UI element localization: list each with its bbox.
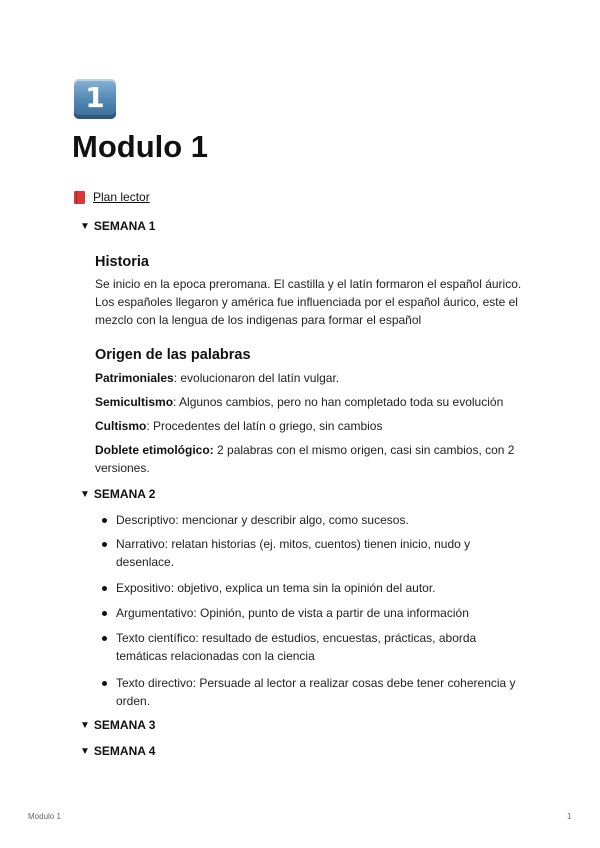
- list-item-text: Argumentativo: Opinión, punto de vista a partir de una información: [116, 606, 469, 620]
- list-item-text: Descriptivo: mencionar y describir algo, como sucesos.: [116, 513, 409, 527]
- term: Doblete etimológico:: [95, 443, 214, 457]
- keycap-digit-one-icon: [74, 79, 116, 119]
- triangle-down-icon: ▼: [80, 488, 90, 500]
- toggle-label: SEMANA 2: [93, 487, 156, 501]
- heading-historia: Historia: [95, 254, 149, 270]
- origen-item-semicultismo: [95, 393, 525, 411]
- term: Semicultismo: [95, 395, 174, 409]
- list-item: [95, 604, 525, 622]
- toggle-semana-4[interactable]: [80, 743, 155, 759]
- toggle-semana-3[interactable]: [80, 717, 155, 733]
- definition: : Procedentes del latín o griego, sin cambios: [146, 419, 383, 433]
- bullet-dot-icon: [102, 542, 107, 547]
- list-item: [95, 511, 525, 529]
- list-item-text: Narrativo: relatan historias (ej. mitos, cuentos) tienen inicio, nudo y desenlace.: [116, 537, 471, 569]
- origen-item-doblete: [95, 441, 525, 477]
- list-item: [95, 674, 525, 710]
- bullet-dot-icon: [102, 681, 107, 686]
- heading-origen: Origen de las palabras: [95, 347, 251, 363]
- plan-lector-link[interactable]: Plan lector: [93, 190, 150, 204]
- footer-page-number: 1: [567, 812, 572, 821]
- keycap-digit: 1: [85, 80, 105, 114]
- toggle-semana-2[interactable]: [80, 486, 155, 502]
- list-item-text: Texto científico: resultado de estudios, encuestas, prácticas, aborda temáticas relacionadas con la ciencia: [116, 631, 477, 663]
- page-title: Modulo 1: [72, 129, 209, 164]
- bullet-dot-icon: [102, 586, 107, 591]
- origen-item-patrimoniales: [95, 369, 525, 387]
- list-item: [95, 535, 525, 571]
- list-item-text: Texto directivo: Persuade al lector a realizar cosas debe tener coherencia y orden.: [116, 676, 516, 708]
- bullet-dot-icon: [102, 611, 107, 616]
- toggle-label: SEMANA 1: [93, 219, 156, 233]
- toggle-semana-1[interactable]: [80, 218, 155, 234]
- historia-paragraph: Se inicio en la epoca preromana. El castilla y el latín formaron el español áurico. Los españoles llegaron y américa fue influenciada por el español áurico, este el mezclo con la lengua de los indigenas para formar el español: [95, 277, 522, 327]
- definition: : evolucionaron del latín vulgar.: [173, 371, 340, 385]
- definition: 2 palabras con el mismo origen, casi sin cambios, con 2 versiones.: [95, 443, 515, 475]
- triangle-down-icon: ▼: [80, 719, 90, 731]
- triangle-down-icon: ▼: [80, 220, 90, 232]
- bullet-dot-icon: [102, 518, 107, 523]
- plan-lector-link-row[interactable]: [74, 189, 150, 205]
- term: Patrimoniales: [95, 371, 174, 385]
- red-book-icon: [74, 191, 85, 204]
- origen-item-cultismo: [95, 417, 525, 435]
- term: Cultismo: [95, 419, 147, 433]
- toggle-label: SEMANA 3: [93, 718, 156, 732]
- bullet-dot-icon: [102, 636, 107, 641]
- triangle-down-icon: ▼: [80, 745, 90, 757]
- list-item: [95, 579, 525, 597]
- toggle-label: SEMANA 4: [93, 744, 156, 758]
- list-item: [95, 629, 525, 665]
- list-item-text: Expositivo: objetivo, explica un tema sin la opinión del autor.: [116, 581, 436, 595]
- definition: : Algunos cambios, pero no han completado toda su evolución: [173, 395, 504, 409]
- footer-title: Modulo 1: [28, 812, 61, 821]
